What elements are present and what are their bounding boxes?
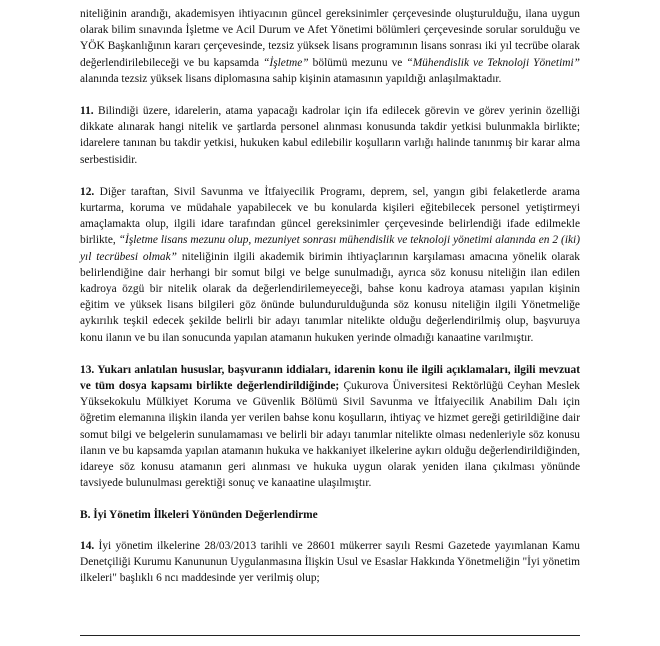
p10-quote-isletme: “İşletme” [263,56,309,69]
paragraph-12-text-b: niteliğinin ilgili akademik birimin ihtiyaçlarının karşılaması amacına yönelik olarak belirlendiğine dair herhangi bir somut bilgi ve belge sunulmadığı, ayrıca söz konusu niteliğin ilan edilen kadroya özgü bir nitelik olarak da değerlendirilemeyeceği, bahse konu kadroya ataması yapılan kişinin eğitim ve yüksek lisans bilgileri göz önünde bulundurulduğunda söz konusu niteliğin ilgili Yönetmeliğe aykırılık teşkil edecek şekilde belirli bir adayı tanımlar nitelikte olduğu değerlendirilmiş olup, başvuruya konu ilanın ve bu ilan sonucunda yapılan atamanın hukuken yerinde olmadığı kanaatine varılmıştır. [80,250,580,344]
paragraph-14 [80,538,580,587]
paragraph-13 [80,362,580,492]
footer-rule [80,635,580,636]
paragraph-gap [80,524,580,538]
paragraph-12-number: 12. [80,185,95,198]
paragraph-12 [80,184,580,346]
document-page [80,6,580,586]
p10-quote-muhendislik: “Mühendislik ve Teknoloji Yönetimi” [406,56,580,69]
paragraph-13-number: 13. [80,363,95,376]
p10-text-c: alanında tezsiz yüksek lisans diplomasına sahip kişinin atamasının yapıldığı anlaşılmaktadır. [80,72,502,85]
section-b-heading: B. İyi Yönetim İlkeleri Yönünden Değerlendirme [80,509,318,522]
paragraph-11-number: 11. [80,105,94,118]
paragraph-13-bold-lead: Yukarı anlatılan hususlar, başvuranın iddiaları, idarenin konu ile ilgili açıklamaları, ilgili mevzuat ve tüm dosya kapsamı birlikte değerlendirildiğinde; [80,363,580,393]
paragraph-11 [80,103,580,168]
p10-text-a: niteliğinin arandığı, akademisyen ihtiyacının güncel gereksinimler çerçevesinde oluşturulduğu, ilana uygun olarak bilim sınavında İşletme ve Acil Durum ve Afet Yönetimi bölümleri çerçevesinde sorular sorulduğu ve YÖK Başkanlığının kararı çerçevesinde, tezsiz yüksek lisans programının lisans sonrası iki yıl tecrübe olarak değerlendirilebileceği ve bu kapsamda [80,8,580,69]
paragraph-14-number: 14. [80,539,95,552]
paragraph-gap [80,491,580,507]
paragraph-gap [80,168,580,184]
paragraph-12-text-a: Diğer taraftan, Sivil Savunma ve İtfaiyecilik Programı, deprem, sel, yangın gibi felaketlerde arama kurtarma, koruma ve müdahale yapabilecek ve bu konularda kişileri eğitebilecek personel yetiştirmeyi amaçlamakta olup, ilgili idare tarafından güncel gereksinimler çerçevesinde belirlendiği ifade edilmekle birlikte, [80,185,580,247]
paragraph-12-quote: “İşletme lisans mezunu olup, mezuniyet sonrası mühendislik ve teknoloji yönetimi alanında en 2 (iki) yıl tecrübesi olmak” [80,234,581,263]
p10-text-b: bölümü mezunu ve [308,56,407,69]
paragraph-gap [80,346,580,362]
paragraph-gap [80,87,580,103]
paragraph-14-text: İyi yönetim ilkelerine 28/03/2013 tarihli ve 28601 mükerrer sayılı Resmi Gazetede yayımlanan Kamu Denetçiliği Kurumu Kanununun Uygulanmasına İlişkin Usul ve Esaslar Hakkında Yönetmeliğin "İyi yönetim ilkeleri" başlıklı 6 ncı maddesinde yer verilmiş olup; [80,539,580,585]
paragraph-11-text: Bilindiği üzere, idarelerin, atama yapacağı kadrolar için ifa edilecek görevin ve görev yerinin özelliği dikkate alınarak hangi nitelik ve şartlarda personel alınması konusunda takdir yetkisi bulunmakla birlikte; idarelere tanınan bu takdir yetkisi, hukuken kabul edilebilir koşulların varlığı halinde tanınmış bir karar alma serbestisidir. [80,105,580,166]
paragraph-10-continuation [80,6,580,87]
paragraph-13-text: Çukurova Üniversitesi Rektörlüğü Ceyhan Meslek Yüksekokulu Mülkiyet Koruma ve Güvenlik Bölümü Sivil Savunma ve İtfaiyecilik Anabilim Dalı için öğretim elemanına ilişkin ilanda yer verilen bahse konu koşulların, ihtiyaç ve hizmet gereği getirildiğine dair somut bilgi ve belgelerin sunulamaması ve belirli bir adayı tanımlar nitelikte olması nedenleriyle söz konusu ilanın ve bu kapsamda yapılan atamanın hukuka ve hakkaniyet ilkelerine aykırı olduğu değerlendirildiğinden, idareye söz konusu atamanın geri alınması ve hukuka uygun olarak yeniden ilana çıkılması yönünde tavsiyede bulunulması gerektiği sonuç ve kanaatine ulaşılmıştır. [80,380,580,490]
